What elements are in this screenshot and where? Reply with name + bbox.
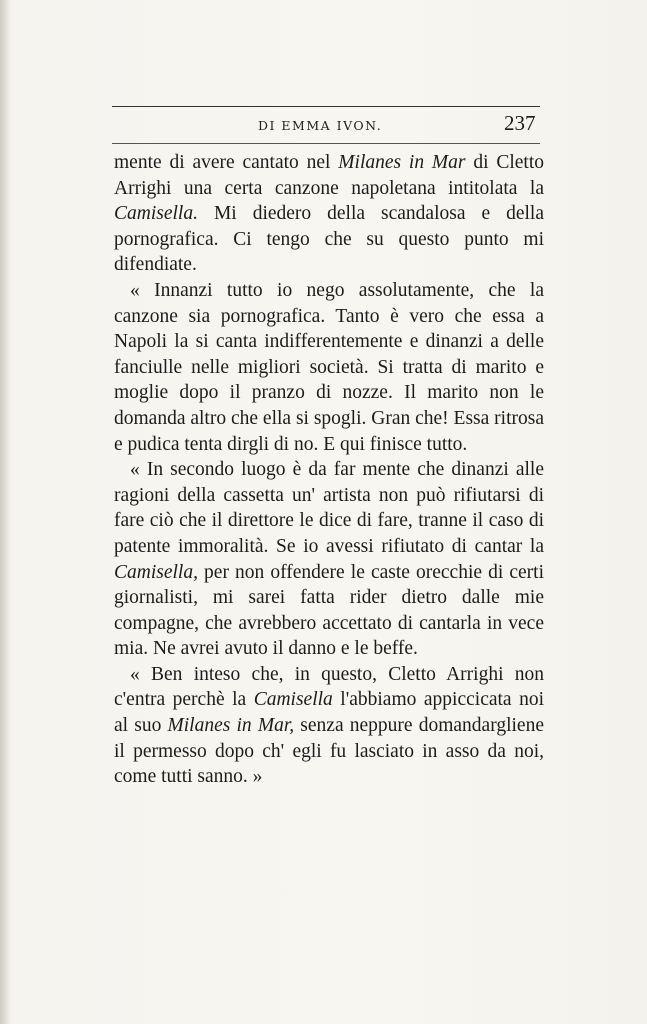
- text-run-italic: Camisella,: [114, 561, 198, 583]
- text-run: senza neppure domandargliene il permesso dopo ch' egli fu lasciato in asso da noi, come tutti sanno. »: [114, 715, 544, 788]
- text-run: mente di avere cantato nel: [114, 152, 339, 173]
- page-number: 237: [504, 111, 536, 135]
- text-run: « In secondo luogo è da far mente che dinanzi alle ragioni della cassetta un' artista non può rifiutarsi di fare ciò che il direttore le dice di fare, tranne il caso di patente immoralità. Se io avessi rifiutato di cantar la: [114, 459, 544, 557]
- text-run: di Cletto Arrighi una certa canzone napoletana intitolata la: [114, 152, 544, 199]
- text-run: « Ben inteso che, in questo, Cletto Arrighi non c'entra perchè la: [114, 663, 544, 711]
- paragraph: [114, 150, 544, 278]
- paragraph: [114, 278, 544, 457]
- paragraph: [114, 457, 544, 662]
- page-binding-shadow: [0, 0, 10, 1024]
- text-run: « Innanzi tutto io nego assolutamente, che la canzone sia pornografica. Tanto è vero che essa a Napoli la si canta indifferentemente e dinanzi a delle fanciulle nelle migliori società. Si tratta di marito e moglie dopo il pranzo di nozze. Il marito non le domanda altro che ella si spogli. Gran che! Essa ritrosa e pudica tenta dirgli di no. E qui finisce tutto.: [114, 279, 544, 455]
- text-run: Mi diedero della scandalosa e della pornografica. Ci tengo che su questo punto mi difendiate.: [114, 203, 544, 276]
- text-run: per non offendere le caste orecchie di certi giornalisti, mi sarei fatta rider dietro dalle mie compagne, che avrebbero accettato di cantarla in vece mia. Ne avrei avuto il danno e le beffe.: [114, 561, 544, 660]
- header-rule-bottom: [112, 143, 540, 144]
- text-run-italic: Milanes in Mar,: [167, 715, 295, 737]
- text-run-italic: Camisella.: [114, 203, 198, 225]
- paragraph: [114, 662, 544, 790]
- text-run-italic: Milanes in Mar: [338, 152, 466, 173]
- text-run: l'abbiamo appiccicata noi al suo: [114, 689, 544, 737]
- text-run-italic: Camisella: [253, 689, 333, 711]
- body-text: [114, 150, 544, 790]
- header-rule-top: [112, 106, 540, 107]
- running-head: DI EMMA IVON.: [258, 118, 383, 133]
